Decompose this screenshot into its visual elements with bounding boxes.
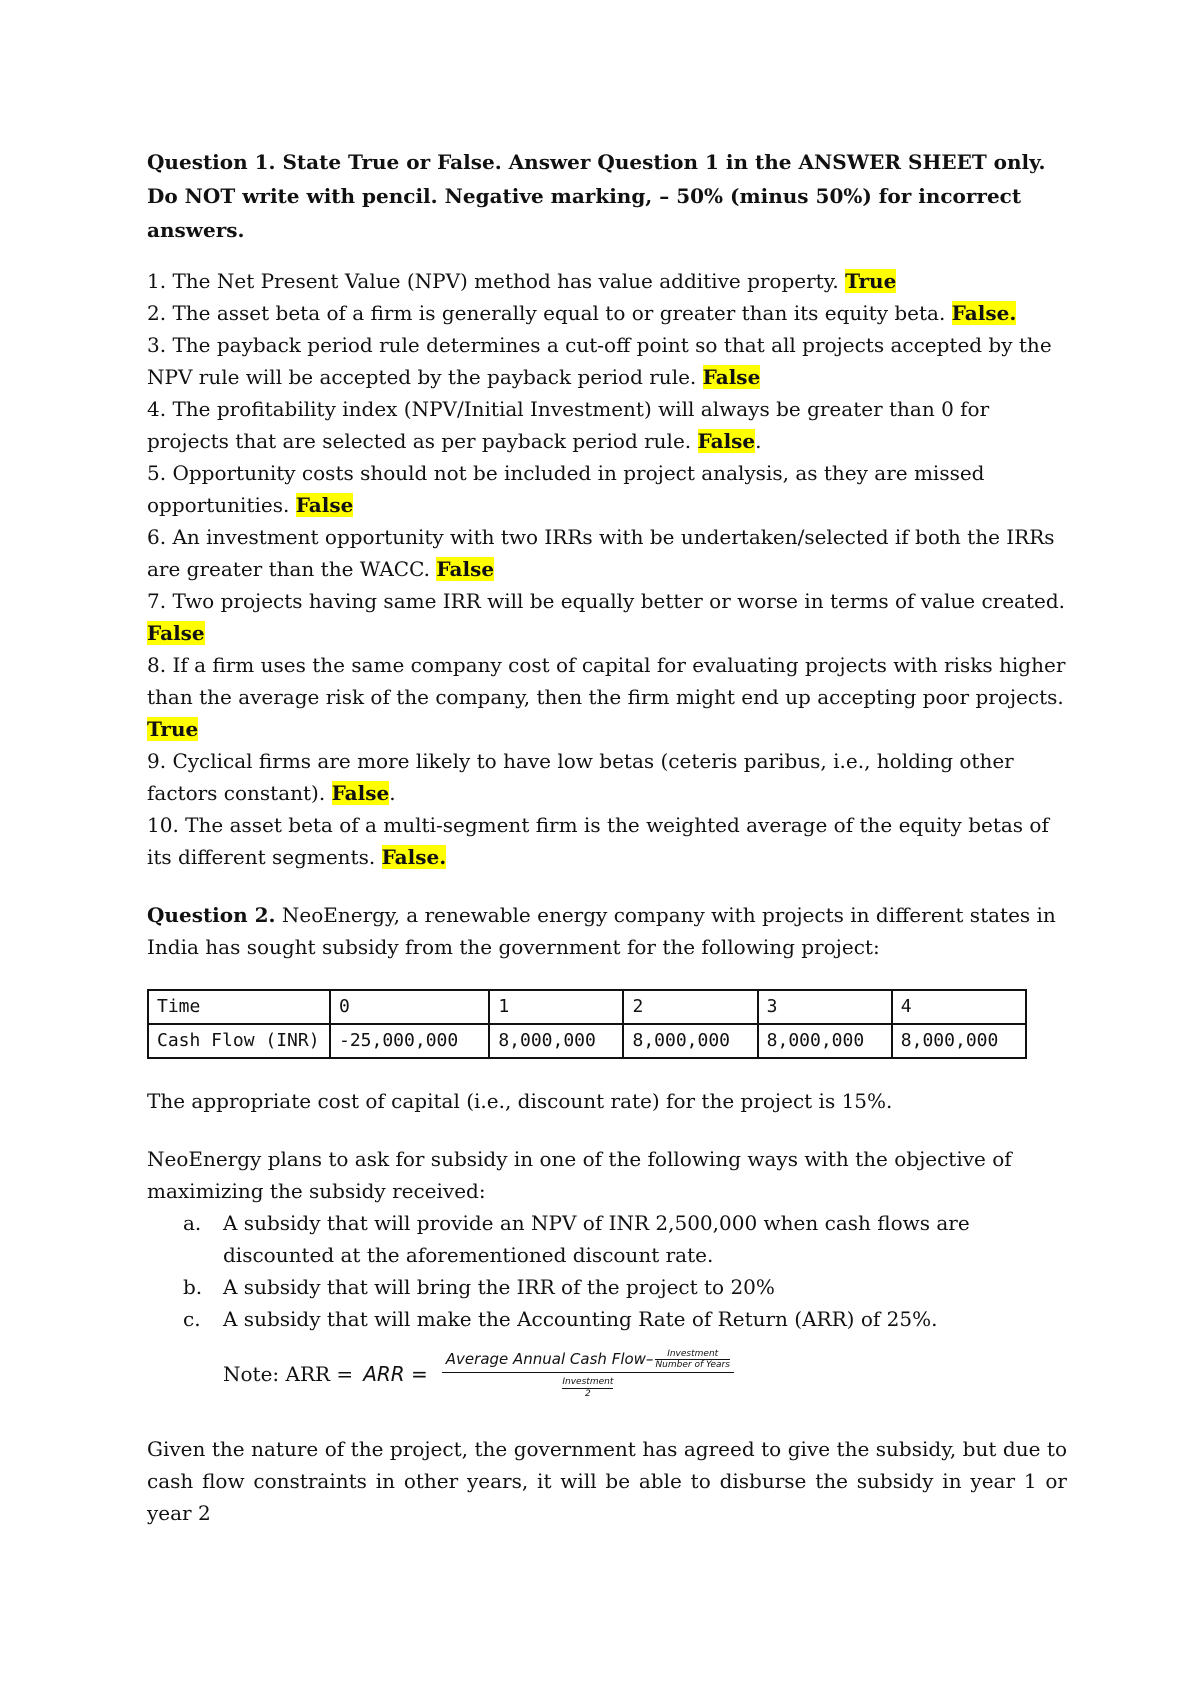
answer-highlight: True xyxy=(845,269,897,293)
table-cell: 8,000,000 xyxy=(623,1024,757,1058)
option-marker: a. xyxy=(183,1211,202,1235)
statement-text: 10. The asset beta of a multi-segment firm is the weighted average of the equity betas of its different segments. xyxy=(147,813,1049,869)
answer-highlight: False xyxy=(295,493,354,517)
table-cell: 8,000,000 xyxy=(758,1024,892,1058)
option-text: A subsidy that will bring the IRR of the project to 20% xyxy=(223,1275,775,1299)
question-2-intro xyxy=(147,899,1067,963)
question-1-item xyxy=(147,457,1067,521)
formula-numerator-text: Average Annual Cash Flow– xyxy=(445,1350,654,1368)
statement-text: 8. If a firm uses the same company cost of capital for evaluating projects with risks higher than the average risk of the company, then the firm might end up accepting poor projects. xyxy=(147,653,1066,709)
page-content xyxy=(147,145,1067,1529)
statement-text: 9. Cyclical firms are more likely to have low betas (ceteris paribus, i.e., holding other factors constant). xyxy=(147,749,1014,805)
table-cell: 8,000,000 xyxy=(489,1024,623,1058)
question-1-heading: Question 1. State True or False. Answer Question 1 in the ANSWER SHEET only. Do NOT write with pencil. Negative marking, – 50% (minus 50%) for incorrect answers. xyxy=(147,150,1046,242)
answer-highlight: False xyxy=(702,365,761,389)
question-1-list xyxy=(147,265,1067,873)
formula-inner-numerator: Investment xyxy=(667,1348,719,1359)
statement-suffix: . xyxy=(389,781,396,805)
formula-numerator xyxy=(442,1349,734,1372)
table-cell: 0 xyxy=(330,990,489,1024)
question-1-item xyxy=(147,521,1067,585)
subsidy-option xyxy=(147,1271,1067,1303)
formula-denominator-numerator: Investment xyxy=(562,1376,614,1387)
table-cell: -25,000,000 xyxy=(330,1024,489,1058)
cost-of-capital-text: The appropriate cost of capital (i.e., discount rate) for the project is 15%. xyxy=(147,1089,893,1113)
subsidy-plan-text: NeoEnergy plans to ask for subsidy in one of the following ways with the objective of maximizing the subsidy received: xyxy=(147,1147,1012,1203)
table-cell: 1 xyxy=(489,990,623,1024)
question-1-item xyxy=(147,265,1067,297)
statement-text: 1. The Net Present Value (NPV) method has value additive property. xyxy=(147,269,846,293)
option-text: A subsidy that will make the Accounting Rate of Return (ARR) of 25%. xyxy=(223,1307,938,1331)
option-marker: c. xyxy=(183,1307,201,1331)
question-1-item xyxy=(147,649,1067,745)
answer-highlight: False xyxy=(147,621,205,645)
statement-text: 2. The asset beta of a firm is generally equal to or greater than its equity beta. xyxy=(147,301,952,325)
question-2-intro-text: NeoEnergy, a renewable energy company with projects in different states in India has sought subsidy from the government for the following project: xyxy=(147,903,1056,959)
answer-highlight: False xyxy=(331,781,390,805)
subsidy-options-list xyxy=(147,1207,1067,1335)
question-2-label: Question 2. xyxy=(147,903,276,927)
question-1-item xyxy=(147,809,1067,873)
statement-text: 6. An investment opportunity with two IRRs with be undertaken/selected if both the IRRs are greater than the WACC. xyxy=(147,525,1055,581)
statement-text: 4. The profitability index (NPV/Initial Investment) will always be greater than 0 for projects that are selected as per payback period rule. xyxy=(147,397,990,453)
table-cell: 2 xyxy=(623,990,757,1024)
table-row-header: Cash Flow (INR) xyxy=(148,1024,330,1058)
answer-highlight: False. xyxy=(951,301,1017,325)
option-marker: b. xyxy=(183,1275,203,1299)
subsidy-option xyxy=(147,1303,1067,1335)
question-1-item xyxy=(147,393,1067,457)
formula-denominator-denominator: 2 xyxy=(585,1388,591,1399)
formula-denominator xyxy=(562,1377,613,1400)
table-row xyxy=(148,1024,1026,1058)
table-cell: 8,000,000 xyxy=(892,1024,1026,1058)
formula-inner-denominator: Number of Years xyxy=(655,1359,730,1370)
question-1-item xyxy=(147,745,1067,809)
answer-highlight: True xyxy=(147,717,199,741)
closing-paragraph: Given the nature of the project, the government has agreed to give the subsidy, but due to cash flow constraints in other years, it will be able to disburse the subsidy in year 1 or year 2 xyxy=(147,1437,1067,1525)
table-cell: 3 xyxy=(758,990,892,1024)
cash-flow-table xyxy=(147,989,1027,1059)
table-cell: 4 xyxy=(892,990,1026,1024)
statement-suffix: . xyxy=(755,429,762,453)
table-row-header: Time xyxy=(148,990,330,1024)
formula-fraction xyxy=(442,1349,734,1400)
formula-lhs: ARR = xyxy=(363,1362,428,1386)
question-1-item xyxy=(147,297,1067,329)
formula-inner-fraction xyxy=(655,1349,730,1370)
statement-text: 5. Opportunity costs should not be included in project analysis, as they are missed opportunities. xyxy=(147,461,985,517)
table-row xyxy=(148,990,1026,1024)
subsidy-option xyxy=(147,1207,1067,1271)
answer-highlight: False xyxy=(436,557,495,581)
statement-text: 7. Two projects having same IRR will be equally better or worse in terms of value created. xyxy=(147,589,1066,613)
answer-highlight: False xyxy=(697,429,756,453)
arr-formula xyxy=(223,1339,1067,1409)
option-text: A subsidy that will provide an NPV of INR 2,500,000 when cash flows are discounted at the aforementioned discount rate. xyxy=(223,1211,970,1267)
formula-label: Note: ARR = xyxy=(223,1362,354,1386)
answer-highlight: False. xyxy=(381,845,447,869)
formula-main-bar xyxy=(442,1372,734,1373)
question-1-item xyxy=(147,585,1067,649)
question-1-item xyxy=(147,329,1067,393)
statement-text: 3. The payback period rule determines a cut-off point so that all projects accepted by the NPV rule will be accepted by the payback period rule. xyxy=(147,333,1052,389)
